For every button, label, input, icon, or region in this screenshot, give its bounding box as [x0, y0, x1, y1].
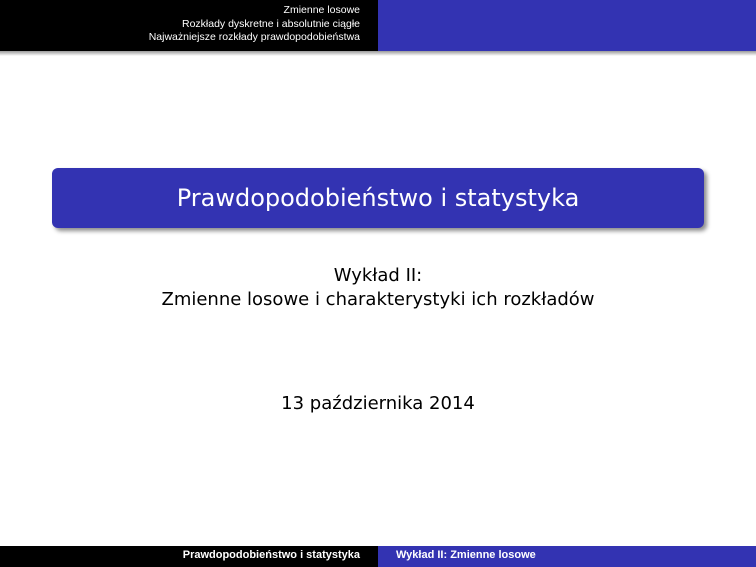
- slide-subtitle: [0, 264, 756, 312]
- footline-title: Prawdopodobieństwo i statystyka: [0, 546, 378, 567]
- section-navigation: [0, 0, 378, 51]
- nav-section-1[interactable]: Zmienne losowe: [283, 4, 360, 16]
- slide-title: Prawdopodobieństwo i statystyka: [176, 184, 580, 212]
- footline-lecture: Wykład II: Zmienne losowe: [378, 546, 756, 567]
- headline-shadow: [0, 51, 756, 56]
- headline-accent-panel: [378, 0, 756, 51]
- subtitle-line-2: Zmienne losowe i charakterystyki ich rozkładów: [161, 289, 595, 310]
- subtitle-line-1: Wykład II:: [333, 265, 423, 286]
- slide-title-box: [52, 168, 704, 228]
- headline-bar: [0, 0, 756, 51]
- nav-section-3[interactable]: Najważniejsze rozkłady prawdopodobieństwa: [148, 31, 360, 43]
- nav-section-2[interactable]: Rozkłady dyskretne i absolutnie ciągłe: [181, 17, 360, 30]
- footline-bar: [0, 546, 756, 567]
- slide-date: 13 października 2014: [281, 393, 475, 414]
